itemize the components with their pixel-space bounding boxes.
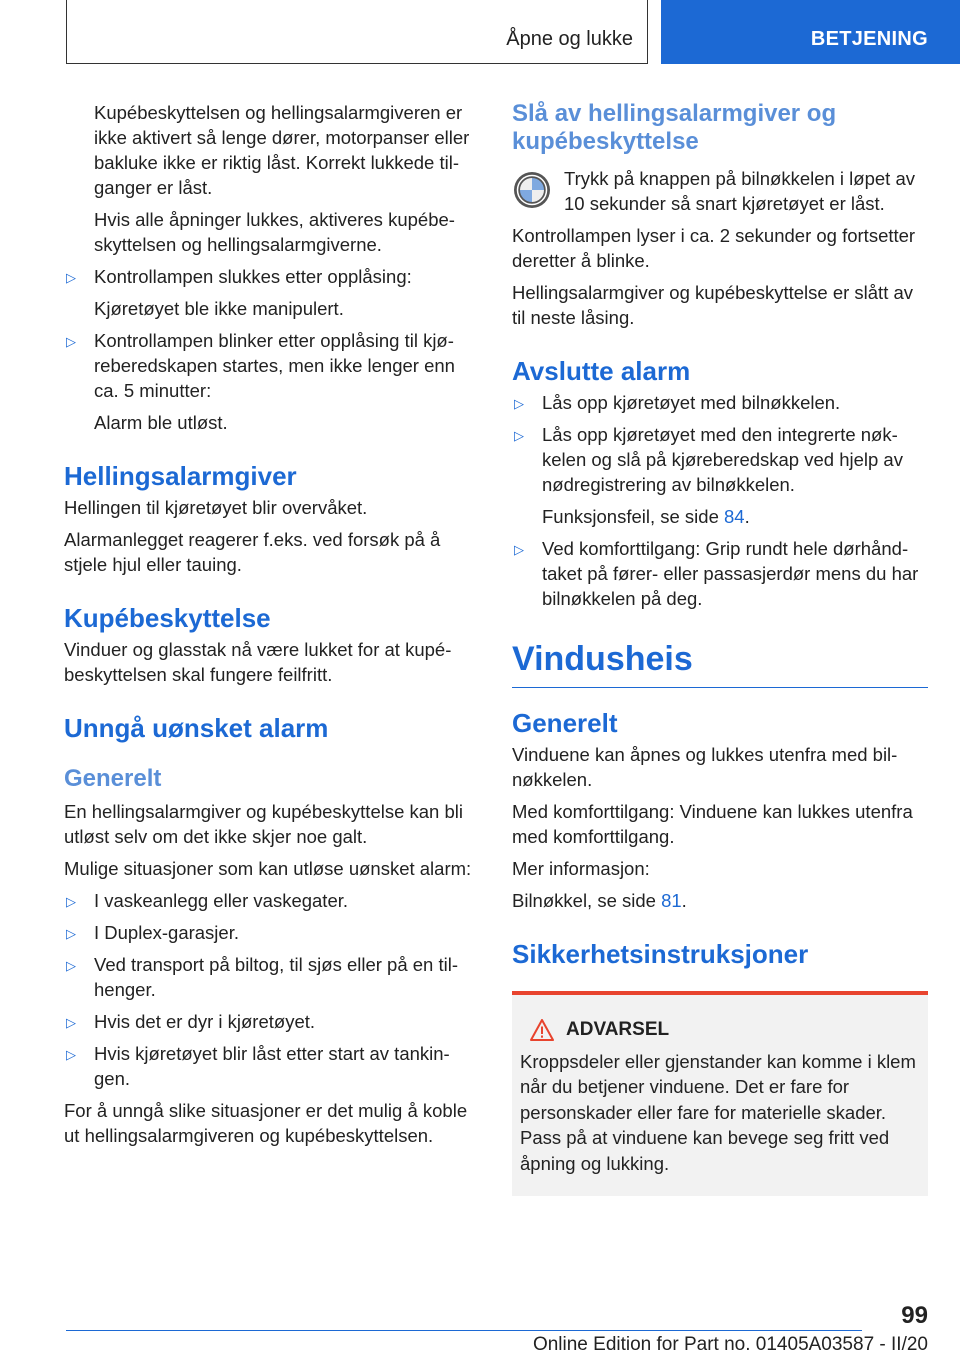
page-number: 99 (901, 1302, 928, 1329)
list-item-text: Kontrollampen slukkes etter opplåsing: (94, 266, 412, 287)
section-tab[interactable] (661, 0, 960, 64)
triangle-right-icon: ▷ (514, 542, 524, 557)
paragraph: Alarm ble utløst. (94, 412, 228, 433)
list-item (64, 264, 478, 289)
triangle-right-icon: ▷ (514, 428, 524, 443)
list-item (512, 422, 928, 497)
triangle-right-icon: ▷ (66, 894, 76, 909)
triangle-right-icon: ▷ (66, 334, 76, 349)
heading-windows: Vindusheis (512, 639, 928, 688)
list-item-text: I vaskeanlegg eller vaskegater. (94, 890, 349, 911)
paragraph: Vinduer og glasstak nå være lukket for at kupébeskyttelsen skal fungere feilfritt. (64, 639, 452, 685)
paragraph: Hellingen til kjøretøyet blir overvåket. (64, 497, 368, 518)
paragraph: For å unngå slike situasjoner er det mulig å koble ut hellingsalarmgiveren og kupébeskyttelsen. (64, 1100, 468, 1146)
footer-divider (66, 1330, 862, 1331)
paragraph: Mer informasjon: (512, 858, 650, 879)
page-link[interactable]: 84 (724, 506, 745, 527)
warning-box (512, 991, 928, 1196)
warning-triangle-icon (530, 1019, 554, 1041)
triangle-right-icon: ▷ (66, 270, 76, 285)
bmw-key-icon (512, 170, 552, 210)
list-item (64, 952, 478, 1002)
triangle-right-icon: ▷ (66, 1047, 76, 1062)
header-tab (66, 0, 648, 64)
list-item-text: Ved komforttilgang: Grip rundt hele dørhåndtaket på fører- eller passasjerdør mens du har bilnøkkelen på deg. (542, 538, 919, 609)
triangle-right-icon: ▷ (514, 396, 524, 411)
list-item (64, 1009, 478, 1034)
list-item-text: Hvis det er dyr i kjøretøyet. (94, 1011, 316, 1032)
list-item (64, 1041, 478, 1091)
paragraph: Hvis alle åpninger lukkes, aktiveres kupébeskyttelsen og hellingsalarmgiverne. (94, 209, 455, 255)
list-item (64, 328, 478, 403)
paragraph: Bilnøkkel, se side 81. (512, 890, 687, 911)
paragraph: Med komforttilgang: Vinduene kan lukkes utenfra med komforttilgang. (512, 801, 913, 847)
footer-edition: Online Edition for Part no. 01405A03587 - II/20 (532, 1334, 928, 1355)
page-link[interactable]: 81 (661, 890, 682, 911)
warning-title (520, 1017, 920, 1043)
triangle-right-icon: ▷ (66, 926, 76, 941)
chapter-title: Åpne og lukke (506, 28, 633, 50)
heading-safety: Sikkerhetsinstruksjoner (512, 939, 809, 969)
list-item (64, 920, 478, 945)
heading-avoid-alarm: Unngå uønsket alarm (64, 713, 329, 743)
heading-windows-general: Generelt (512, 708, 618, 738)
list-item-text: Lås opp kjøretøyet med den integrerte nøkkelen og slå på kjøreberedskap ved hjelp av nødregistrering av bilnøkkelen. (542, 424, 903, 495)
list-item (512, 536, 928, 611)
list-item (64, 888, 478, 913)
list-item-text: Lås opp kjøretøyet med bilnøkkelen. (542, 392, 841, 413)
paragraph: Alarmanlegget reagerer f.eks. ved forsøk på å stjele hjul eller tauing. (64, 529, 441, 575)
heading-end-alarm: Avslutte alarm (512, 356, 691, 386)
heading-disable-alarm: Slå av hellingsalarmgiver og kupébeskyttelse (512, 100, 837, 155)
section-title: BETJENING (810, 28, 928, 50)
list-item-text: Ved transport på biltog, til sjøs eller på en tilhenger. (94, 954, 459, 1000)
triangle-right-icon: ▷ (66, 958, 76, 973)
list-item-text: I Duplex-garasjer. (94, 922, 239, 943)
key-instruction-text: Trykk på knappen på bilnøkkelen i løpet av 10 sekunder så snart kjøretøyet er låst. (564, 168, 915, 214)
list-item (512, 390, 928, 415)
heading-interior-protection: Kupébeskyttelse (64, 603, 271, 633)
warning-title-text: ADVARSEL (566, 1019, 670, 1040)
heading-general: Generelt (64, 765, 162, 792)
paragraph: Kjøretøyet ble ikke manipulert. (94, 298, 344, 319)
paragraph: Funksjonsfeil, se side 84. (542, 506, 750, 527)
list-item-text: Kontrollampen blinker etter opplåsing til kjøreberedskapen startes, men ikke lenger enn ca. 5 minutter: (94, 330, 455, 401)
key-instruction (512, 166, 928, 216)
paragraph: En hellingsalarmgiver og kupébeskyttelse kan bli utløst selv om det ikke skjer noe galt. (64, 801, 463, 847)
paragraph: Mulige situasjoner som kan utløse uønsket alarm: (64, 858, 472, 879)
paragraph: Hellingsalarmgiver og kupébeskyttelse er slått av til neste låsing. (512, 282, 914, 328)
triangle-right-icon: ▷ (66, 1015, 76, 1030)
left-column (64, 100, 478, 1155)
right-column (512, 100, 928, 1196)
paragraph: Vinduene kan åpnes og lukkes utenfra med bilnøkkelen. (512, 744, 898, 790)
warning-text: Kroppsdeler eller gjenstander kan komme i klem når du betjener vinduene. Det er fare for personskader eller fare for materielle skader. Pass på at vinduene kan bevege seg fritt ved åpning og lukking. (520, 1050, 916, 1174)
list-item-text: Hvis kjøretøyet blir låst etter start av tankingen. (94, 1043, 450, 1089)
reference-text: Funksjonsfeil, se side (542, 506, 725, 527)
paragraph: Kontrollampen lyser i ca. 2 sekunder og fortsetter deretter å blinke. (512, 225, 916, 271)
heading-tilt-sensor: Hellingsalarmgiver (64, 461, 297, 491)
reference-text: Bilnøkkel, se side (512, 890, 662, 911)
paragraph: Kupébeskyttelsen og hellingsalarmgiveren er ikke aktivert så lenge dører, motorpanser eller bakluke ikke er riktig låst. Korrekt lukkede tilganger er låst. (94, 102, 470, 198)
